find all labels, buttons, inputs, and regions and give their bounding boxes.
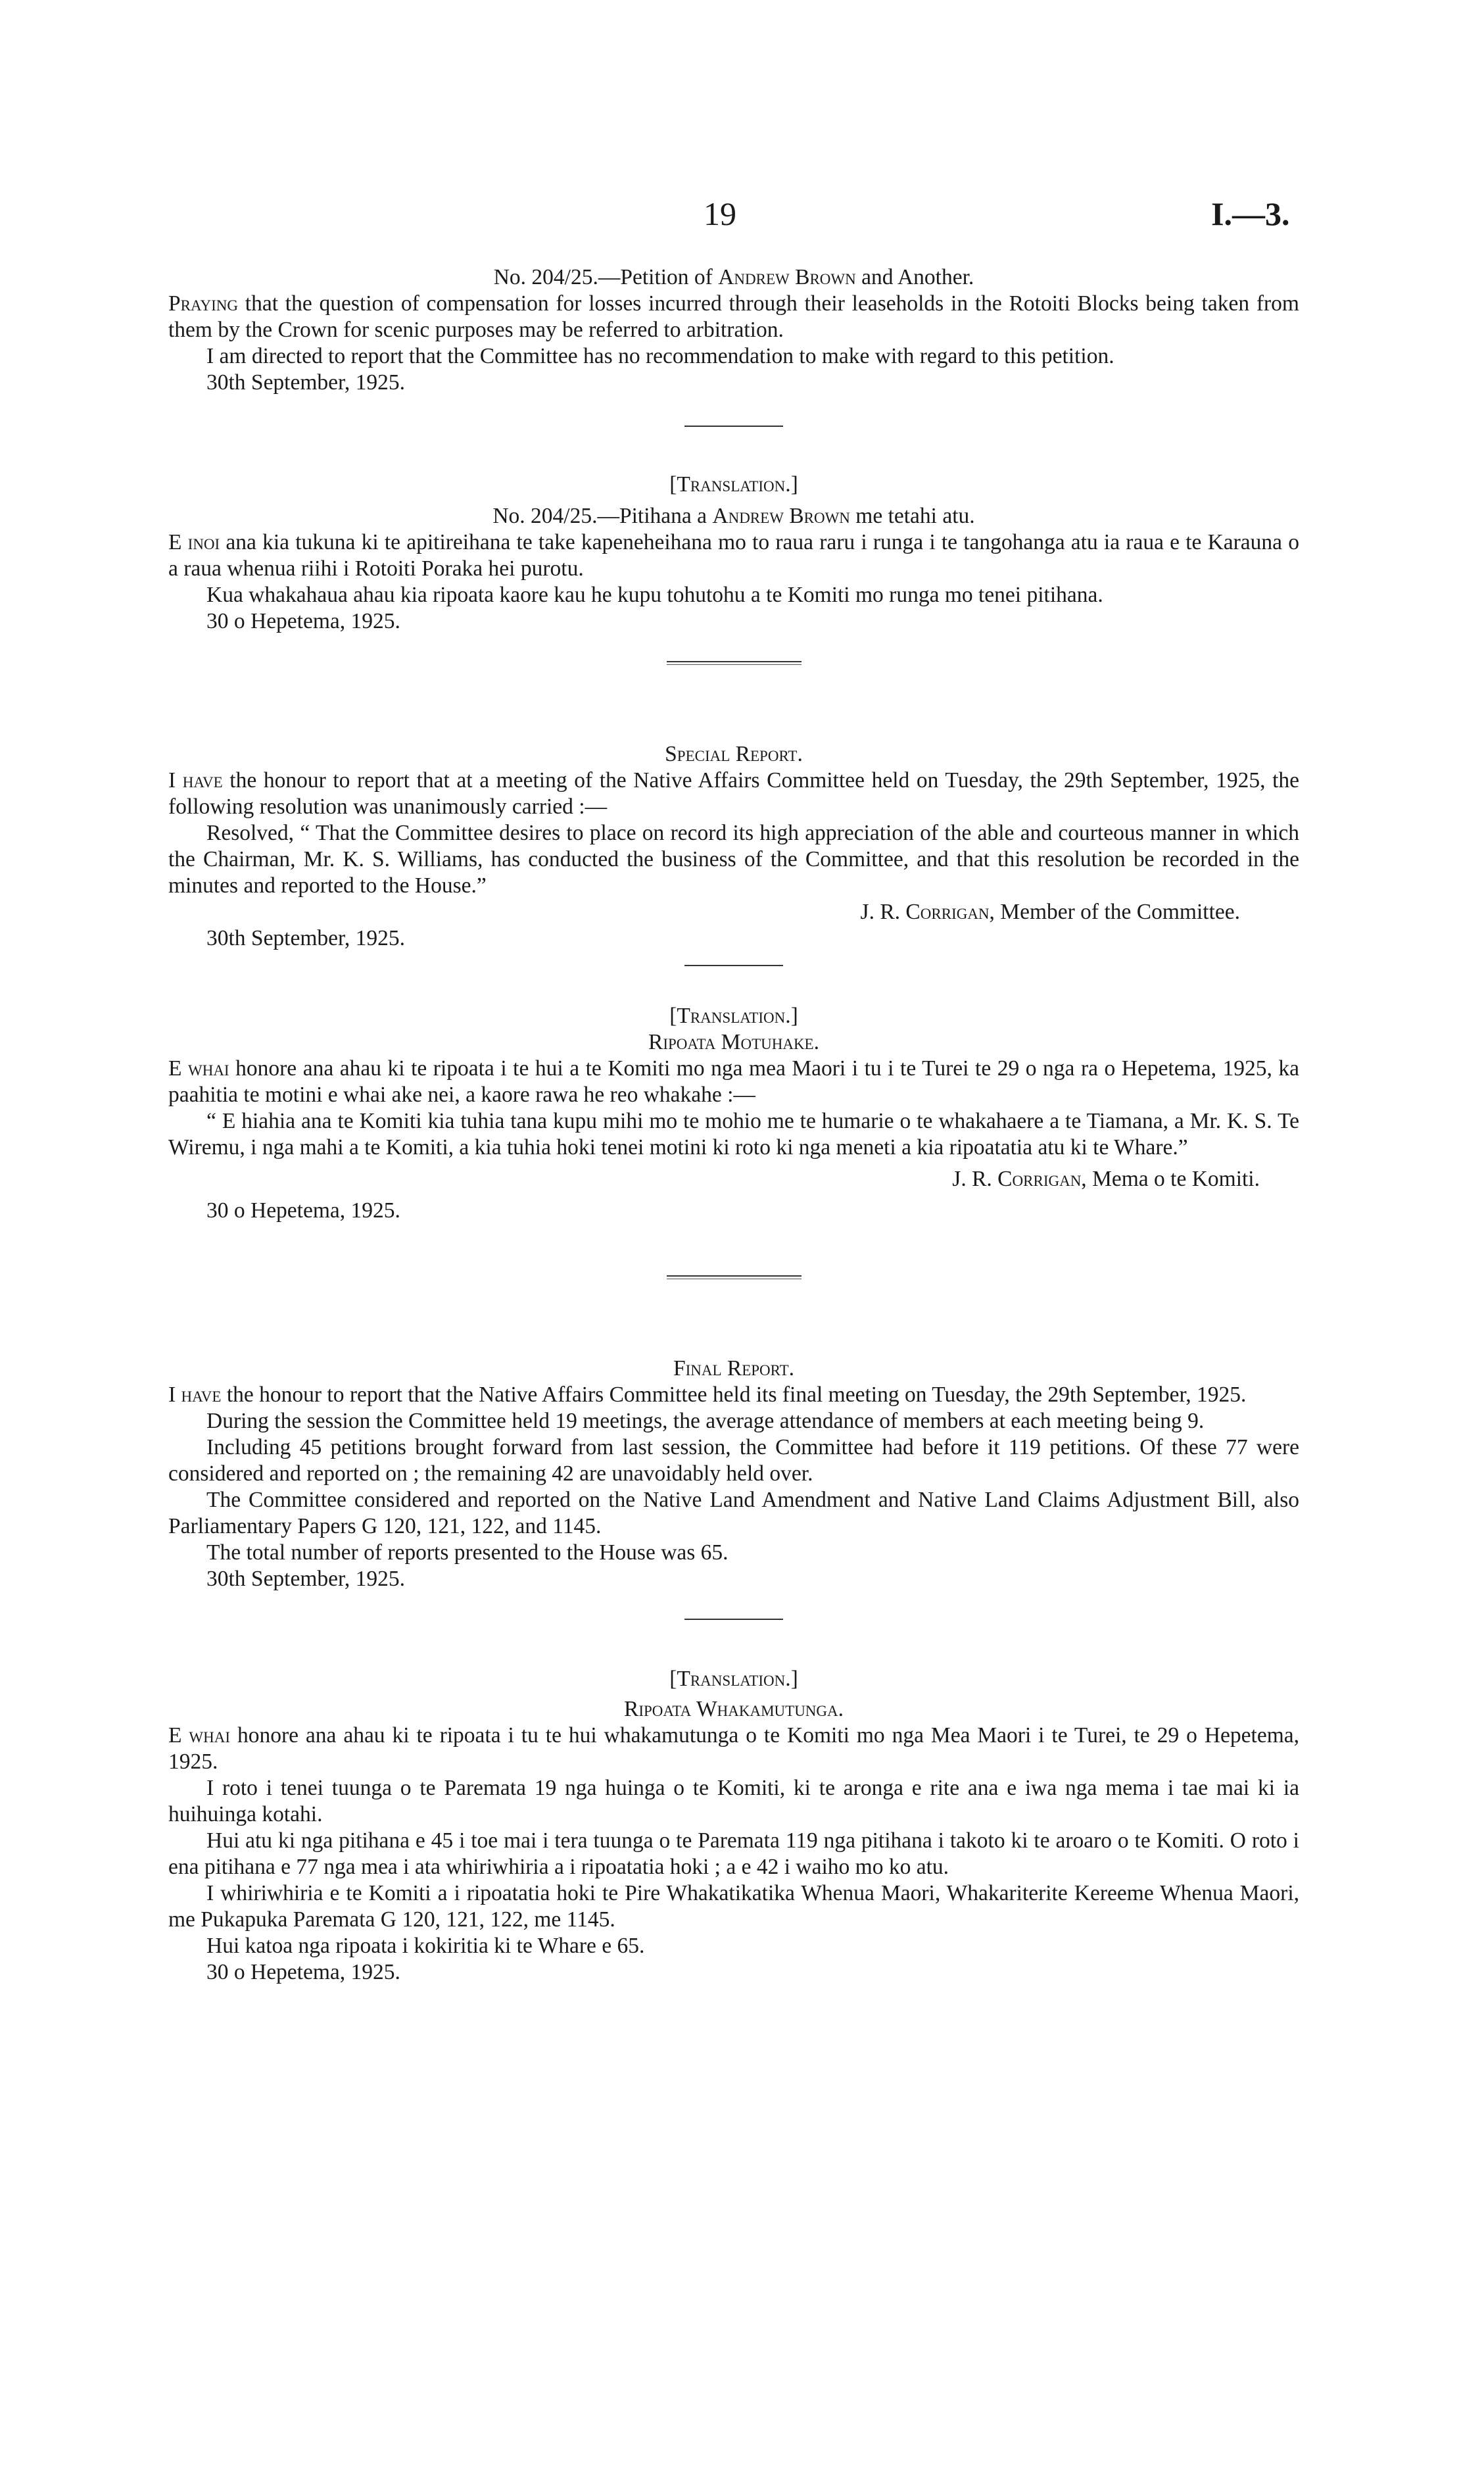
petition-translation-date: 30 o Hepetema, 1925. (206, 609, 400, 633)
final-translation-section (168, 1666, 1299, 1986)
petition-translation-prayer: E inoi ana kia tukuna ki te apitireihana te take kapeneheihana mo to raua raru i runga i te tangohanga atu ia raua e te Karauna o a raua whenua riihi i Rotoiti Poraka hei purotu. (168, 530, 1299, 581)
special-translation-signature: J. R. Corrigan, Mema o te Komiti. (952, 1167, 1260, 1191)
petitioner-name: Andrew Brown (718, 265, 856, 289)
petition-prayer: Praying that the question of compensation for losses incurred through their leaseholds in the Rotoiti Blocks being taken from them by the Crown for scenic purposes may be referred to arbitration. (168, 291, 1299, 342)
final-report-body: I have the honour to report that the Native Affairs Committee held its final meeting on Tuesday, the 29th September, 1925. (168, 1382, 1247, 1407)
final-translation-bills: I whiriwhiria e te Komiti a i ripoatatia hoki te Pire Whakatikatika Whenua Maori, Whakariterite Kereeme Whenua Maori, me Pukapuka Paremata G 120, 121, 122, me 1145. (168, 1881, 1299, 1932)
special-report-resolution: Resolved, “ That the Committee desires to place on record its high appreciation of the able and courteous manner in which the Chairman, Mr. K. S. Williams, has conducted the business of the Committee, and that this resolution be recorded in the minutes and reported to the House.” (168, 821, 1299, 898)
petition-translation-directed: Kua whakahaua ahau kia ripoata kaore kau he kupu tohutohu a te Komiti mo runga mo tenei pitihana. (206, 583, 1103, 607)
special-report-body: I have the honour to report that at a meeting of the Native Affairs Committee held on Tuesday, the 29th September, 1925, the following resolution was unanimously carried :— (168, 768, 1300, 819)
translation-label: [Translation.] (669, 1004, 798, 1028)
translation-label: [Translation.] (669, 472, 798, 497)
special-translation-quote: “ E hiahia ana te Komiti kia tuhia tana kupu mihi mo te mohio me te humarie o te whakahaere a te Tiamana, a Mr. K. S. Te Wiremu, i nga mahi a te Komiti, a kia tuhia hoki tenei motini ki roto ki nga meneti a kia ripoatatia atu ki te Whare.” (168, 1109, 1299, 1160)
special-report-section (168, 741, 1299, 952)
final-report-total: The total number of reports presented to the House was 65. (206, 1540, 729, 1565)
section-divider (684, 965, 783, 966)
petition-date: 30th September, 1925. (206, 370, 405, 395)
special-translation-section (168, 1003, 1299, 1224)
final-translation-total: Hui katoa nga ripoata i kokiritia ki te Whare e 65. (206, 1934, 645, 1958)
petition-title: No. 204/25.—Petition of Andrew Brown and Another. (493, 265, 974, 289)
final-translation-body: E whai honore ana ahau ki te ripoata i tu te hui whakamutunga o te Komiti mo nga Mea Maori i te Turei, te 29 o Hepetema, 1925. (168, 1723, 1299, 1774)
final-report-section (168, 1356, 1299, 1592)
final-report-date: 30th September, 1925. (206, 1567, 405, 1591)
final-translation-meetings: I roto i tenei tuunga o te Paremata 19 nga huinga o te Komiti, ki te aronga e rite ana e iwa nga mema i tae mai ki ia huihuinga kotahi. (168, 1776, 1299, 1826)
final-translation-heading: Ripoata Whakamutunga. (623, 1697, 844, 1721)
petition-translation-section (168, 472, 1299, 635)
document-body (168, 192, 1299, 1986)
final-report-petitions: Including 45 petitions brought forward from last session, the Committee had before it 119 petitions. Of these 77 were considered and reported on ; the remaining 42 are unavoidably held over. (168, 1435, 1299, 1486)
section-divider (667, 661, 802, 662)
special-translation-body: E whai honore ana ahau ki te ripoata i te hui a te Komiti mo nga mea Maori i tu i te Turei te 29 o nga ra o Hepetema, 1925, ka paahitia te motini e whai ake nei, a kaore rawa he reo whakahe :— (168, 1056, 1299, 1107)
final-report-bills: The Committee considered and reported on the Native Land Amendment and Native Land Claims Adjustment Bill, also Parliamentary Papers G 120, 121, 122, and 1145. (168, 1488, 1299, 1538)
final-report-meetings: During the session the Committee held 19 meetings, the average attendance of members at each meeting being 9. (206, 1409, 1205, 1433)
paper-reference: I.—3. (1211, 195, 1290, 232)
final-report-heading: Final Report. (673, 1356, 795, 1381)
special-report-heading: Special Report. (665, 742, 803, 766)
special-report-date: 30th September, 1925. (206, 926, 405, 950)
final-translation-date: 30 o Hepetema, 1925. (206, 1960, 400, 1984)
petition-translation-title: No. 204/25.—Pitihana a Andrew Brown me tetahi atu. (492, 504, 975, 528)
petition-section (168, 264, 1299, 396)
page-number: 19 (704, 195, 736, 232)
translation-label: [Translation.] (669, 1667, 798, 1691)
special-translation-heading: Ripoata Motuhake. (648, 1030, 819, 1054)
section-divider (684, 1619, 783, 1620)
special-report-signature: J. R. Corrigan, Member of the Committee. (860, 900, 1240, 924)
final-translation-petitions: Hui atu ki nga pitihana e 45 i toe mai i tera tuunga o te Paremata 119 nga pitihana i takoto ki te aroaro o te Komiti. O roto i ena pitihana e 77 nga mea i ata whiriwhiria a i ripoatatia hoki ; a e 42 i waiho mo ko atu. (168, 1828, 1299, 1879)
petition-directed: I am directed to report that the Committee has no recommendation to make with regard to this petition. (206, 344, 1114, 368)
section-divider (667, 1275, 802, 1277)
special-translation-date: 30 o Hepetema, 1925. (206, 1198, 400, 1223)
section-divider (684, 426, 783, 427)
